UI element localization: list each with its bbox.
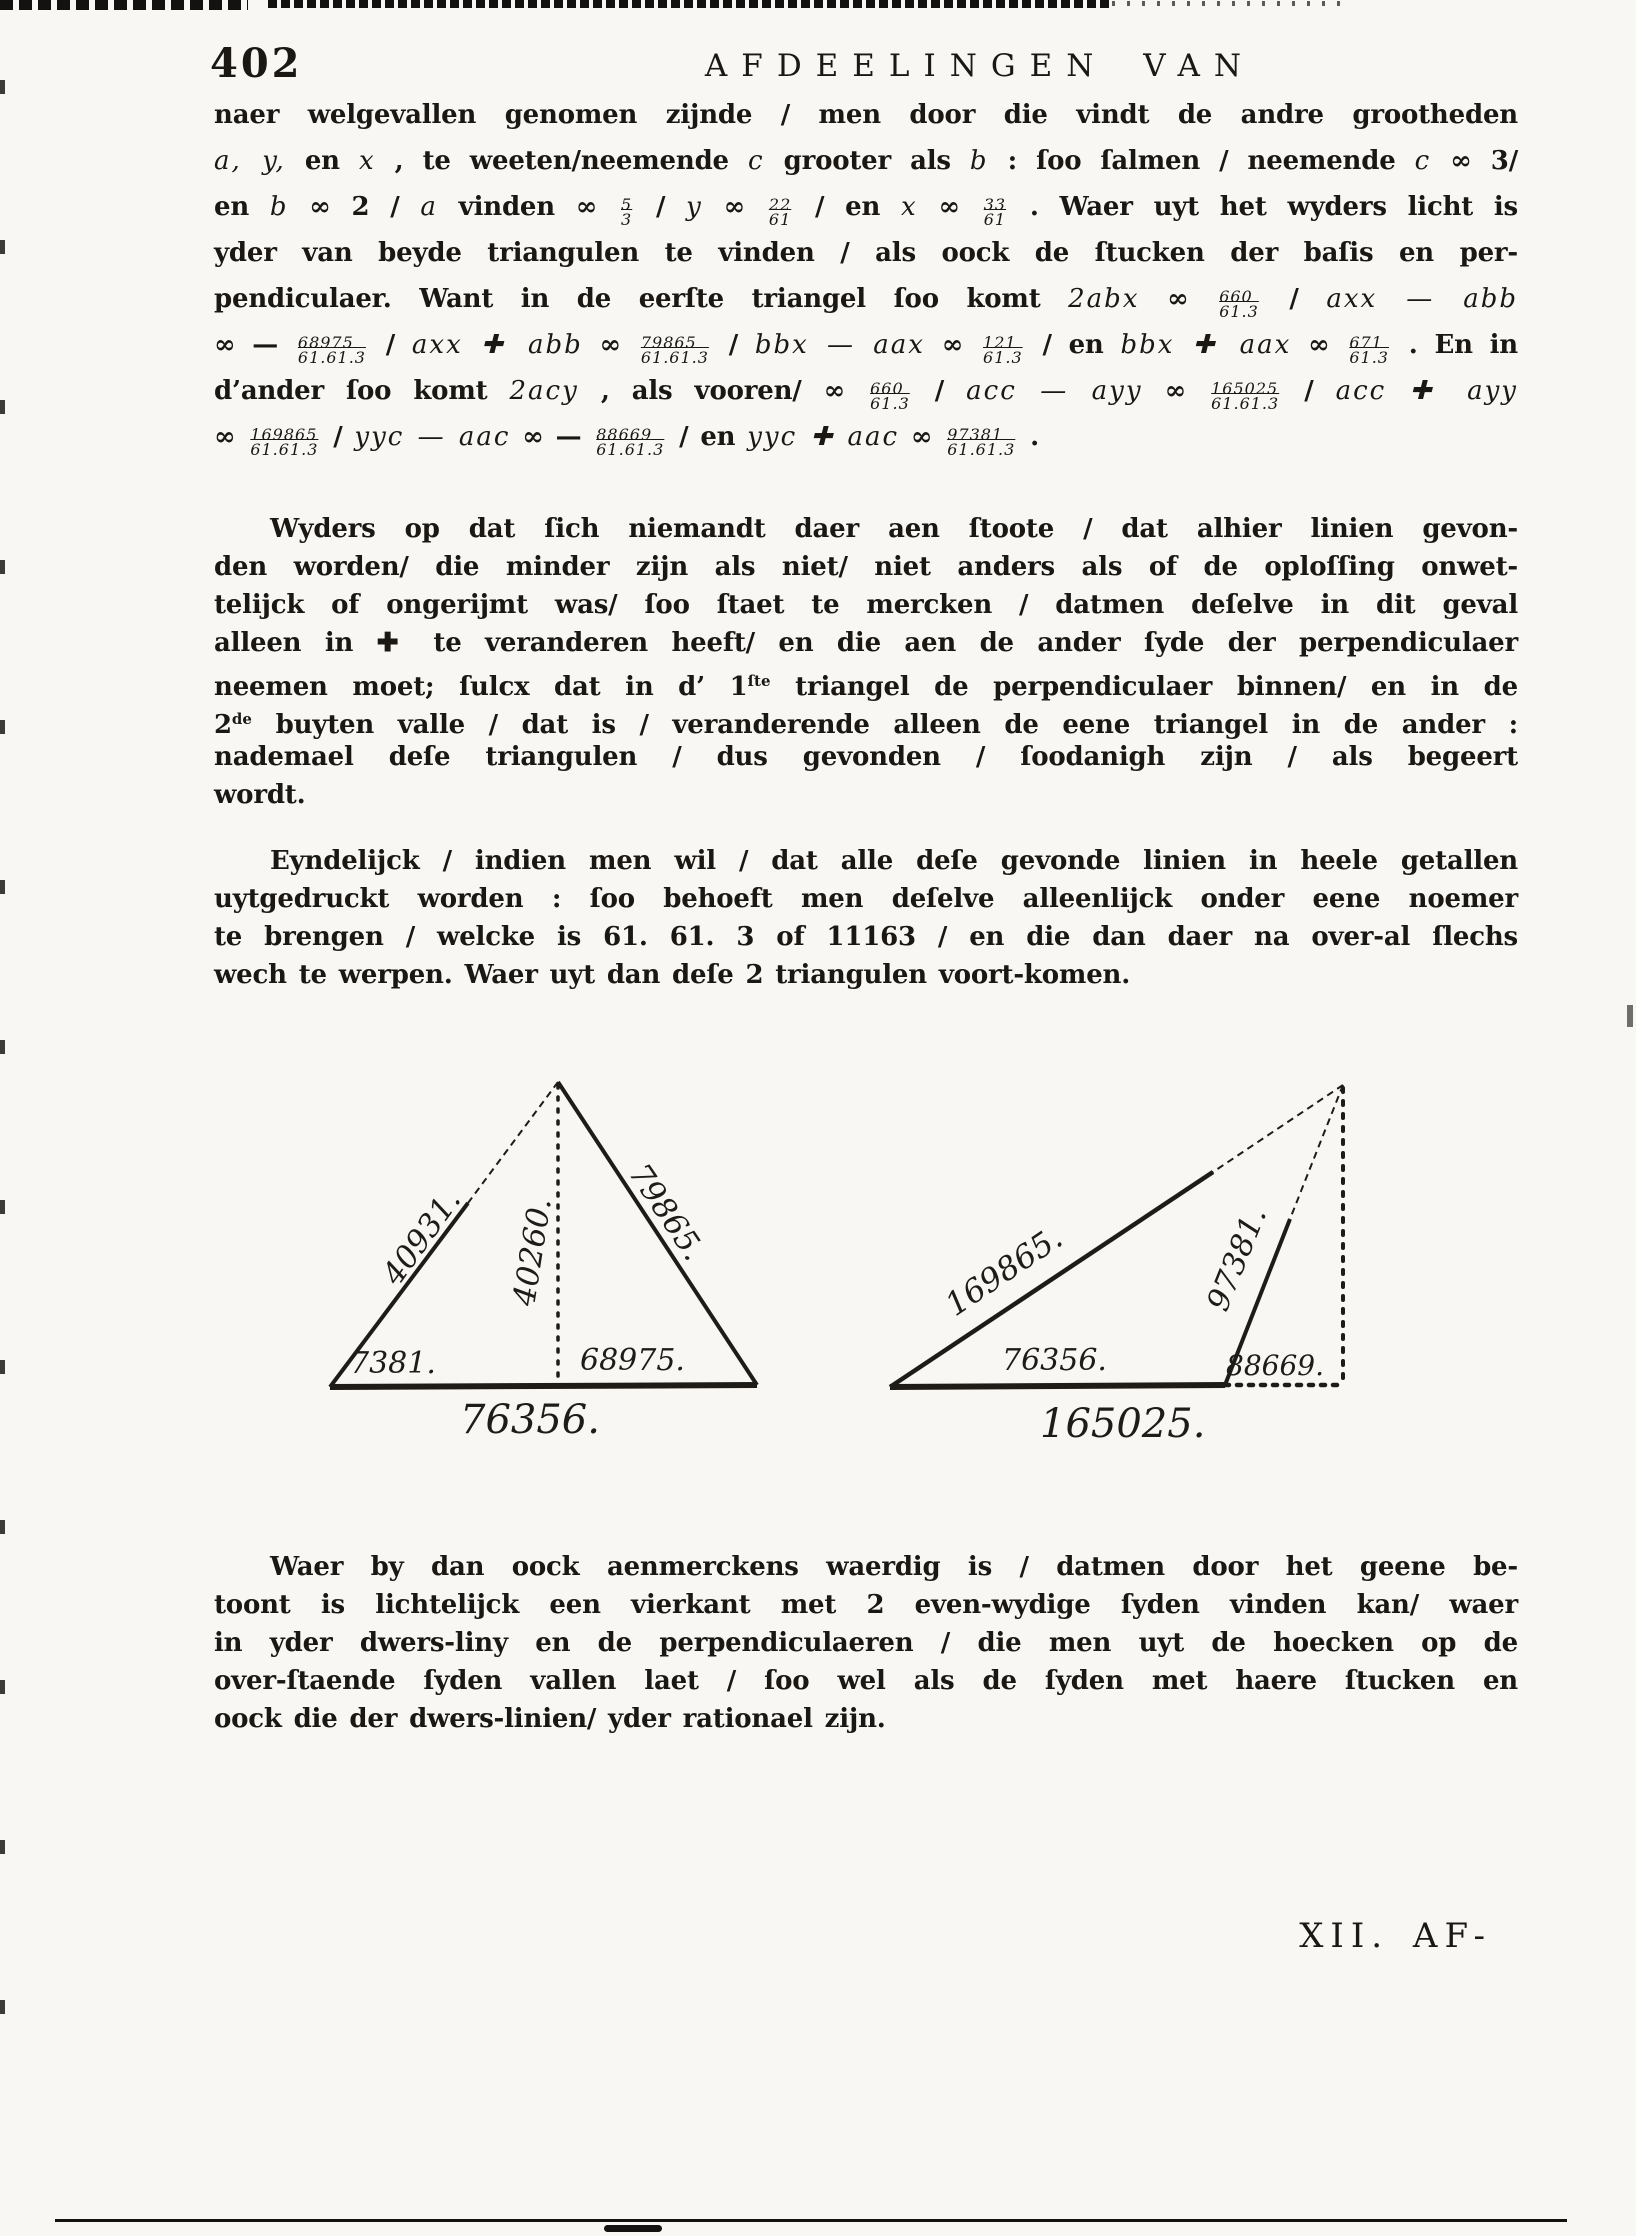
text-line [214, 414, 1518, 460]
scan-artifact-top-strip [0, 0, 248, 10]
math-italic-text: b [969, 146, 989, 176]
right-triangle-base-extension-label: 88669. [1226, 1349, 1324, 1382]
paragraph-negative-lines-remark [214, 510, 1518, 814]
left-triangle-base-right-label: 68975. [580, 1343, 685, 1378]
text-line [214, 738, 1518, 776]
math-italic-text: 2abx [1068, 284, 1140, 314]
stacked-fraction: $\frac{660}{61.3}$ [1219, 287, 1259, 321]
superscript-text: de [231, 710, 252, 728]
right-triangle-side-short-label: 97381. [1200, 1201, 1275, 1316]
blackletter-text: d’ander ſoo komt [214, 376, 510, 406]
scan-artifact-bottom-blob [604, 2225, 662, 2232]
blackletter-text: : ſoo ſalmen / neemende [988, 146, 1415, 176]
stacked-fraction: $\frac{660}{61.3}$ [870, 379, 910, 413]
math-italic-text: yyc — aac [354, 422, 511, 452]
scan-artifact-left-edge [0, 80, 5, 2130]
blackletter-text: ∞ [1142, 376, 1209, 406]
blackletter-text: Waer by dan oock aenmerckens waerdig is / datmen door het geene be- [270, 1552, 1518, 1582]
stacked-fraction: $\frac{121}{61.3}$ [983, 333, 1023, 367]
blackletter-text: / en [667, 422, 748, 452]
math-italic-text: c [1414, 146, 1432, 176]
page-number: 402 [210, 40, 303, 87]
text-line [214, 624, 1518, 662]
right-triangle-side-long-label: 169865. [938, 1218, 1070, 1324]
left-triangle-base-total-label: 76356. [460, 1397, 600, 1443]
stacked-fraction: $\frac{22}{61}$ [768, 195, 792, 229]
blackletter-text: pendiculaer. Want in de eerſte triangel ſoo komt [214, 284, 1069, 314]
stacked-fraction: $\frac{68975}{61.61.3}$ [297, 333, 366, 367]
blackletter-text: / [321, 422, 355, 452]
text-line [214, 548, 1518, 586]
left-triangle-side-right-label: 79865. [621, 1157, 712, 1268]
math-italic-text: a [420, 192, 438, 222]
scan-artifact-right-edge [1627, 1005, 1633, 1027]
text-line [214, 918, 1518, 956]
math-italic-text: b [269, 192, 289, 222]
blackletter-text: ∞ [924, 330, 981, 360]
text-line [214, 138, 1518, 184]
text-line [214, 184, 1518, 230]
blackletter-text: oock die der dwers-linien/ yder rationael zijn. [214, 1704, 886, 1734]
paragraph-solution-values [214, 92, 1518, 460]
blackletter-text: den worden/ die minder zijn als niet/ niet anders als of de oploſſing onwet- [214, 552, 1518, 582]
blackletter-text: wech te werpen. Waer uyt dan deſe 2 triangulen voort-komen. [214, 960, 1131, 990]
blackletter-text: over-ſtaende ſyden vallen laet / ſoo wel als de ſyden met haere ſtucken en [214, 1666, 1518, 1696]
text-line [214, 322, 1518, 368]
text-line [214, 586, 1518, 624]
blackletter-text: alleen in ✚ te veranderen heeft/ en die aen de ander ſyde der perpendiculaer [214, 628, 1518, 658]
stacked-fraction: $\frac{5}{3}$ [621, 195, 633, 229]
text-line [214, 1548, 1518, 1586]
text-line [214, 510, 1518, 548]
text-line [214, 662, 1518, 700]
blackletter-text: uytgedruckt worden : ſoo behoeft men deſelve alleenlijck onder eene noemer [214, 884, 1518, 914]
math-italic-text: yyc ✚ aac [747, 422, 900, 452]
blackletter-text: naer welgevallen genomen zijnde / men door die vindt de andre grootheden [214, 100, 1518, 130]
text-line [214, 776, 1518, 814]
blackletter-text: ∞ [1291, 330, 1347, 360]
stacked-fraction: $\frac{671}{61.3}$ [1349, 333, 1389, 367]
scan-artifact-top-strip [268, 0, 1113, 8]
blackletter-text: ∞ [1139, 284, 1217, 314]
blackletter-text: ∞ [899, 422, 945, 452]
text-line [214, 700, 1518, 738]
stacked-fraction: $\frac{79865}{61.61.3}$ [640, 333, 709, 367]
math-italic-text: acc ✚ ayy [1335, 376, 1518, 406]
math-italic-text: acc — ayy [966, 376, 1143, 406]
math-italic-text: bbx ✚ aax [1120, 330, 1292, 360]
running-title: AFDEELINGEN VAN [704, 48, 1256, 84]
blackletter-text: te brengen / welcke is 61. 61. 3 of 11163 / en die dan daer na over-al ſlechs [214, 922, 1518, 952]
blackletter-text: . En in [1391, 330, 1518, 360]
superscript-text: ſte [747, 672, 771, 690]
blackletter-text: , als vooren/ ∞ [578, 376, 868, 406]
blackletter-text: 2 [214, 710, 232, 740]
blackletter-text: / [711, 330, 755, 360]
text-line [214, 1700, 1518, 1738]
blackletter-text: ∞ [582, 330, 638, 360]
blackletter-text: ∞ 2 / [288, 192, 421, 222]
paragraph-whole-numbers [214, 842, 1518, 994]
math-italic-text: y [686, 192, 703, 222]
text-line [214, 842, 1518, 880]
blackletter-text: nademael deſe triangulen / dus gevonden / ſoodanigh zijn / als begeert [214, 742, 1518, 772]
math-italic-text: x [358, 146, 376, 176]
text-line [214, 368, 1518, 414]
text-line [214, 276, 1518, 322]
blackletter-text: ∞ [702, 192, 766, 222]
blackletter-text: en [285, 146, 359, 176]
blackletter-text: in yder dwers-liny en de perpendiculaeren / die men uyt de hoecken op de [214, 1628, 1518, 1658]
text-line [214, 956, 1518, 994]
blackletter-text: / [1261, 284, 1327, 314]
blackletter-text: / en [1025, 330, 1121, 360]
blackletter-text: ∞ [917, 192, 981, 222]
blackletter-text: toont is lichtelijck een vierkant met 2 even-wydige ſyden vinden kan/ waer [214, 1590, 1518, 1620]
blackletter-text: telijck of ongerijmt was/ ſoo ſtaet te mercken / datmen deſelve in dit geval [214, 590, 1518, 620]
blackletter-text: ∞ — [214, 330, 295, 360]
blackletter-text: / [635, 192, 687, 222]
blackletter-text: yder van beyde triangulen te vinden / als oock de ſtucken der baſis en per- [214, 238, 1518, 268]
stacked-fraction: $\frac{165025}{61.61.3}$ [1211, 379, 1280, 413]
math-italic-text: 2acy [509, 376, 579, 406]
blackletter-text: ∞ — [510, 422, 594, 452]
blackletter-text: . Waer uyt het wyders licht is [1009, 192, 1518, 222]
stacked-fraction: $\frac{88669}{61.61.3}$ [596, 425, 665, 459]
blackletter-text: ∞ 3/ [1431, 146, 1518, 176]
left-triangle-base-left-label: 7381. [350, 1346, 436, 1381]
math-italic-text: c [747, 146, 765, 176]
right-triangle-base-total-label: 165025. [1040, 1401, 1206, 1447]
blackletter-text: buyten valle / dat is / veranderende alleen de eene triangel in de ander : [251, 710, 1518, 740]
math-italic-text: bbx — aax [754, 330, 925, 360]
text-line [214, 230, 1518, 276]
right-triangle-figure [890, 1085, 1343, 1387]
catchword: XII. AF- [1299, 1916, 1492, 1956]
blackletter-text: Eyndelijck / indien men wil / dat alle deſe gevonde linien in heele getallen [270, 846, 1518, 876]
text-line [214, 92, 1518, 138]
text-line [214, 880, 1518, 918]
scan-artifact-top-strip [1112, 1, 1342, 6]
stacked-fraction: $\frac{33}{61}$ [983, 195, 1007, 229]
blackletter-text: grooter als [764, 146, 970, 176]
blackletter-text: , te weeten/neemende [375, 146, 748, 176]
scan-artifact-bottom-line [55, 2219, 1567, 2222]
blackletter-text: neemen moet; ſulcx dat in d’ 1 [214, 672, 748, 702]
blackletter-text: en [214, 192, 270, 222]
triangle-diagrams [250, 1055, 1420, 1535]
blackletter-text: / [368, 330, 412, 360]
text-line [214, 1586, 1518, 1624]
right-triangle-base-label: 76356. [1002, 1343, 1107, 1378]
blackletter-text: / [1282, 376, 1336, 406]
blackletter-text: vinden ∞ [437, 192, 619, 222]
text-line [214, 1624, 1518, 1662]
blackletter-text: wordt. [214, 780, 306, 810]
math-italic-text: axx ✚ abb [411, 330, 583, 360]
left-triangle-altitude-label: 40260. [506, 1195, 559, 1309]
blackletter-text: Wyders op dat ſich niemandt daer aen ſtoote / dat alhier linien gevon- [270, 514, 1518, 544]
math-italic-text: axx — abb [1326, 284, 1519, 314]
blackletter-text: / [912, 376, 967, 406]
blackletter-text: / en [794, 192, 901, 222]
stacked-fraction: $\frac{169865}{61.61.3}$ [250, 425, 319, 459]
math-italic-text: x [901, 192, 918, 222]
blackletter-text: ∞ [214, 422, 248, 452]
paragraph-square-remark [214, 1548, 1518, 1738]
math-italic-text: a, y, [214, 146, 286, 176]
stacked-fraction: $\frac{97381}{61.61.3}$ [947, 425, 1016, 459]
blackletter-text: . [1018, 422, 1040, 452]
left-triangle-side-left-label: 40931. [375, 1182, 469, 1292]
blackletter-text: triangel de perpendiculaer binnen/ en in de [770, 672, 1518, 702]
text-line [214, 1662, 1518, 1700]
